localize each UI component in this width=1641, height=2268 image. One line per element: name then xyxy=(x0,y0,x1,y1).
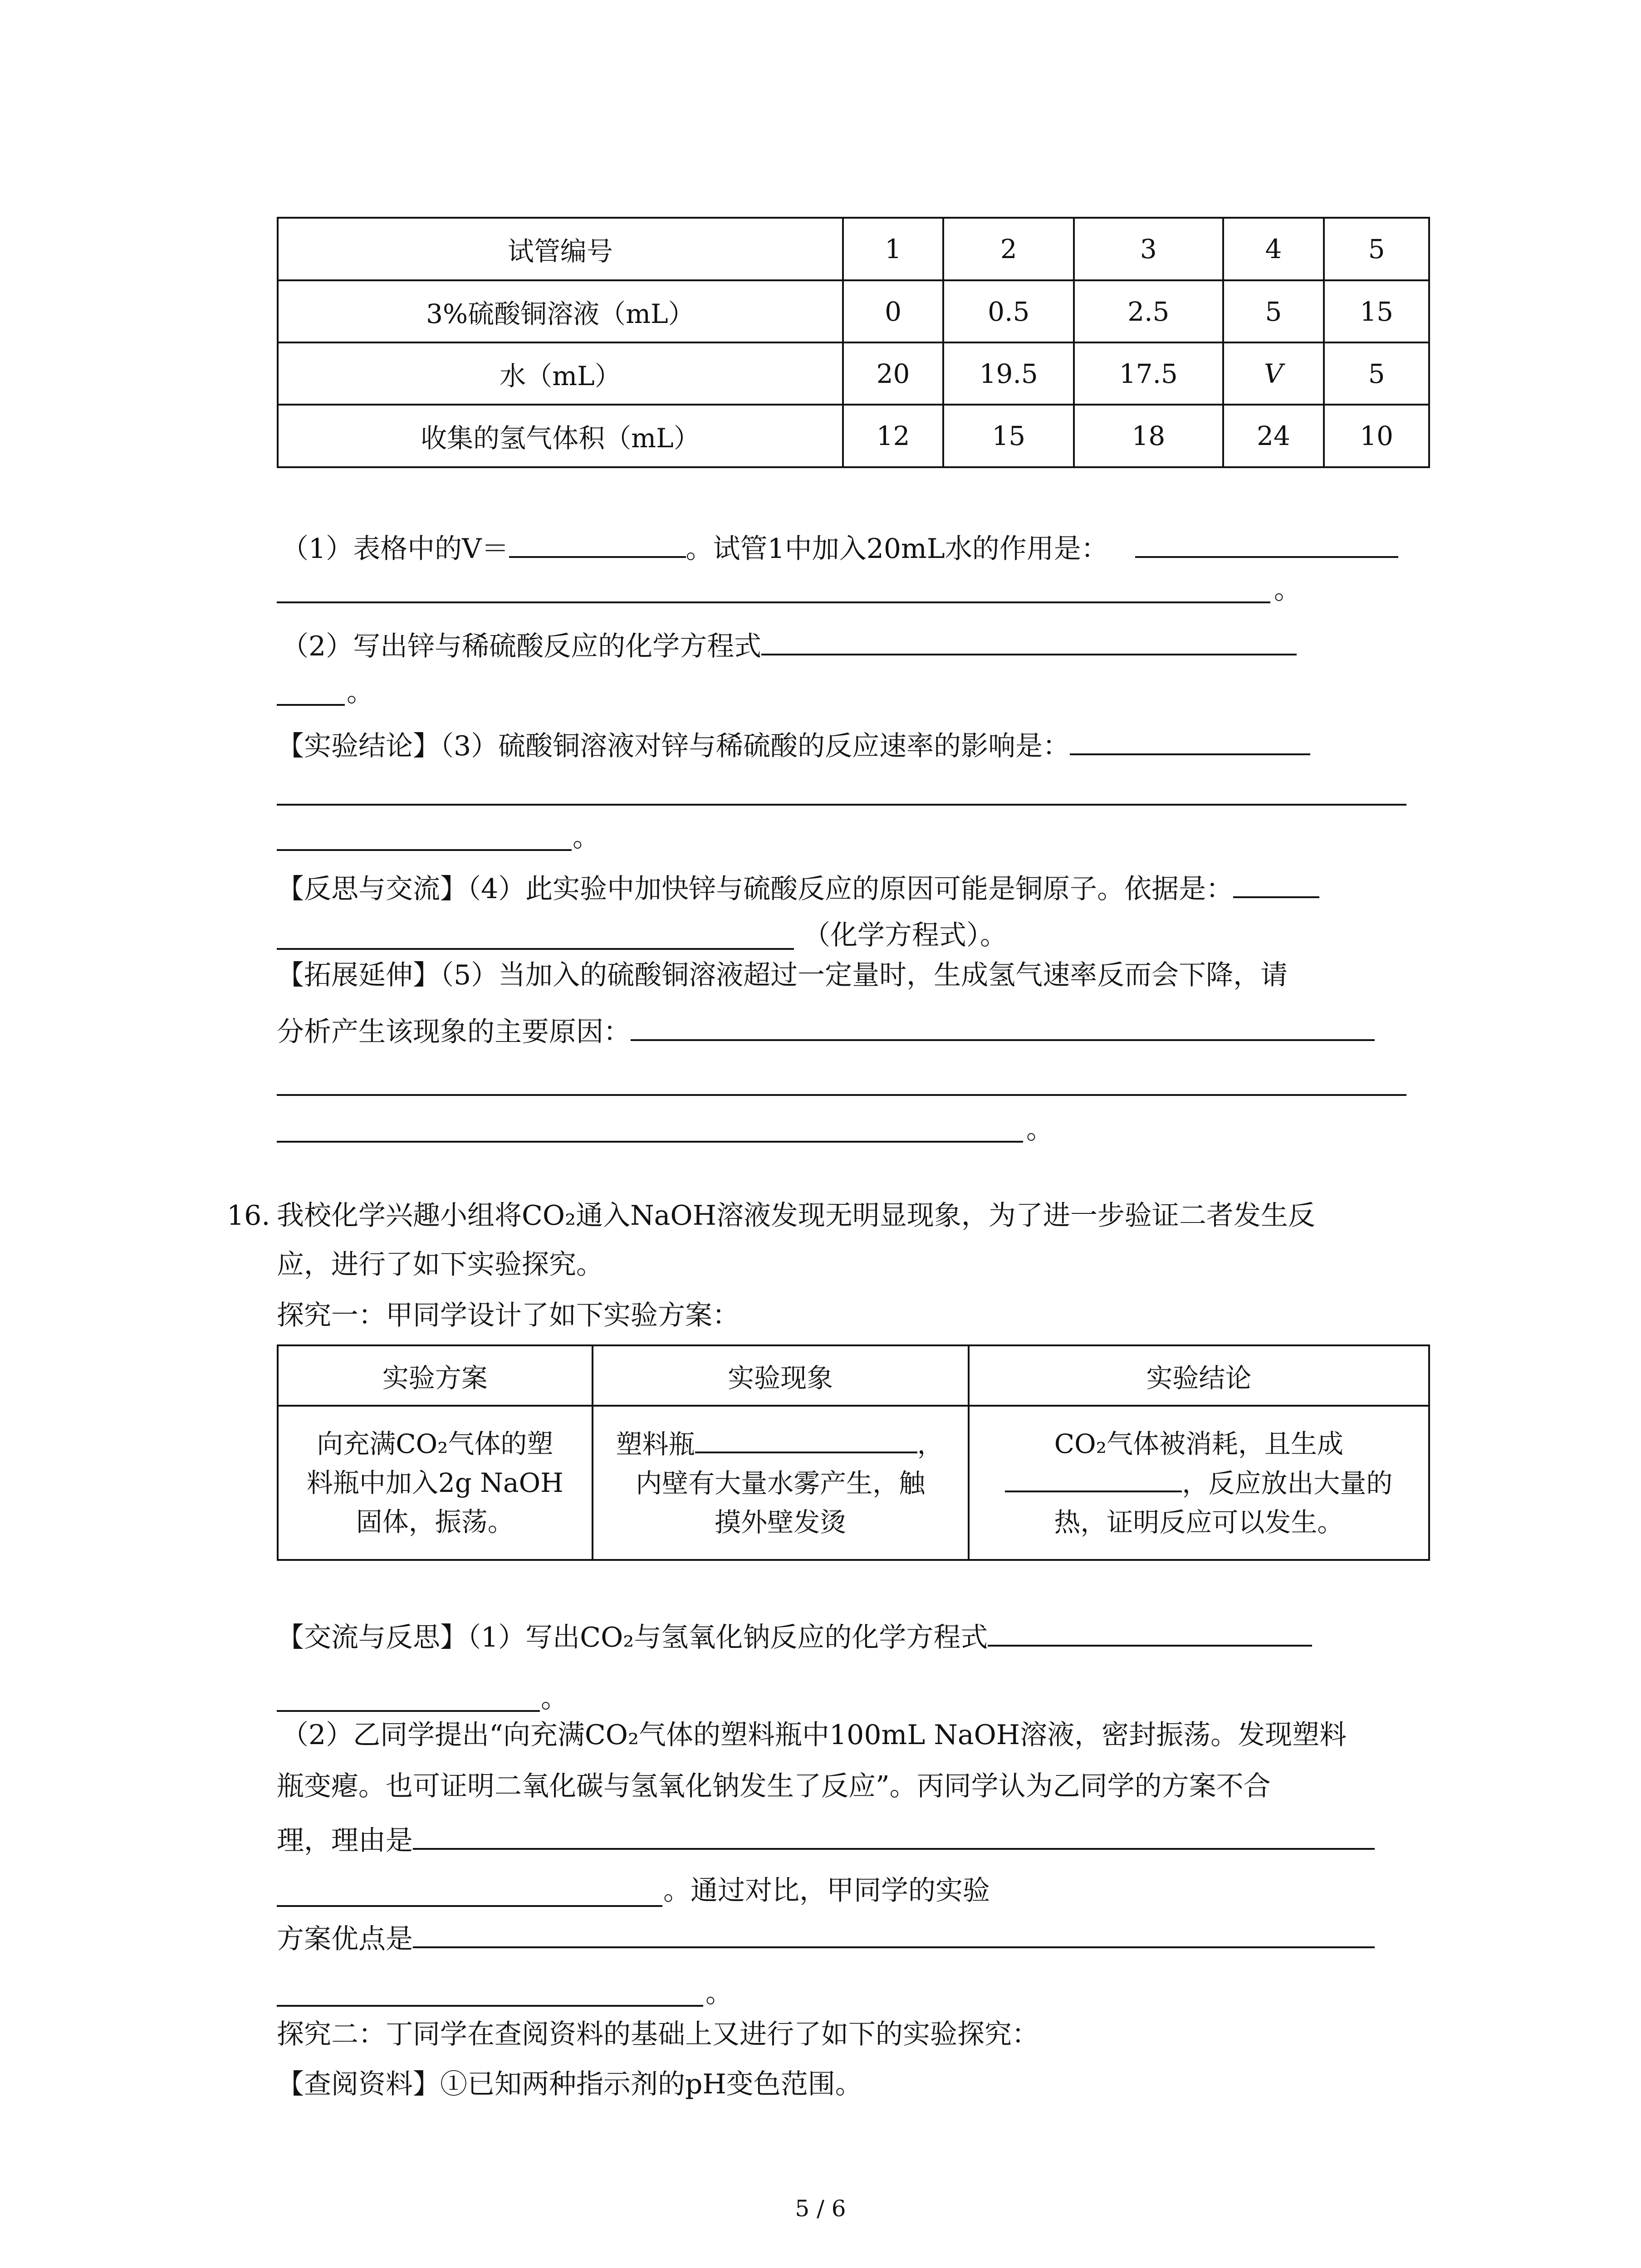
phenomenon-line: 内壁有大量水雾产生，触 xyxy=(636,1467,926,1499)
table-header-cell: 实验方案 xyxy=(278,1345,593,1406)
conclusion-text: ，反应放出大量的 xyxy=(1182,1467,1393,1499)
answer-blank[interactable] xyxy=(277,1094,1406,1096)
answer-blank[interactable] xyxy=(277,804,1406,806)
table-row xyxy=(278,342,1429,405)
reflect-question-1 xyxy=(277,1615,1312,1656)
answer-blank[interactable] xyxy=(1070,723,1310,755)
table-cell: 15 xyxy=(943,405,1074,467)
explore-2-heading: 探究二：丁同学在查阅资料的基础上又进行了如下的实验探究： xyxy=(277,2019,1039,2050)
conclusion-line-2 xyxy=(970,1463,1428,1503)
table-header-row xyxy=(278,218,1429,280)
question-4-label: 【反思与交流】（4）此实验中加快锌与硫酸反应的原因可能是铜原子。依据是： xyxy=(277,873,1234,905)
table-cell: 收集的氢气体积（mL） xyxy=(278,405,843,467)
answer-blank[interactable] xyxy=(277,2005,703,2007)
plan-line: 料瓶中加入2g NaOH xyxy=(306,1467,563,1498)
question-number: 16. xyxy=(227,1200,270,1232)
table-header-cell: 3 xyxy=(1074,218,1223,280)
question-1-label: （1）表格中的V＝ xyxy=(281,533,509,565)
table-header-cell: 2 xyxy=(943,218,1074,280)
phenomenon-comma: ， xyxy=(917,1428,944,1460)
table-cell: 17.5 xyxy=(1074,342,1223,405)
table-cell: 5 xyxy=(1223,280,1324,342)
phenomenon-cell xyxy=(593,1406,969,1560)
answer-blank[interactable] xyxy=(277,1710,540,1712)
reason-label: 理，理由是 xyxy=(277,1825,413,1857)
table-cell: 24 xyxy=(1223,405,1324,467)
question-1 xyxy=(281,526,1108,567)
table-header-cell: 实验现象 xyxy=(593,1345,969,1406)
table-header-cell: 试管编号 xyxy=(278,218,843,280)
table-cell: 3%硫酸铜溶液（mL） xyxy=(278,280,843,342)
answer-blank[interactable] xyxy=(1005,1463,1182,1492)
period: 。 xyxy=(1026,1114,1053,1145)
reflect-question-2-line-2: 瓶变瘪。也可证明二氧化碳与氢氧化钠发生了反应”。丙同学认为乙同学的方案不合 xyxy=(277,1770,1271,1802)
phenomenon-text: 塑料瓶 xyxy=(616,1428,695,1460)
page-number: 5 / 6 xyxy=(795,2195,846,2222)
period: 。 xyxy=(541,1682,568,1714)
period: 。 xyxy=(705,1977,733,2009)
question-3 xyxy=(277,723,1310,764)
conclusion-cell xyxy=(969,1406,1429,1560)
table-cell: 2.5 xyxy=(1074,280,1223,342)
plan-line: 固体，振荡。 xyxy=(356,1506,514,1537)
table-cell: 水（mL） xyxy=(278,342,843,405)
table-cell: 12 xyxy=(843,405,944,467)
question-2 xyxy=(281,624,1297,665)
table-cell: 10 xyxy=(1324,405,1429,467)
table-header-cell: 1 xyxy=(843,218,944,280)
reflect-question-2-line-3 xyxy=(277,1818,1375,1859)
plan-cell xyxy=(278,1406,593,1560)
answer-blank-equation[interactable] xyxy=(761,624,1297,655)
reflect-question-1-label: 【交流与反思】（1）写出CO₂与氢氧化钠反应的化学方程式 xyxy=(277,1622,988,1653)
table-cell: 5 xyxy=(1324,342,1429,405)
table-row xyxy=(278,1406,1429,1560)
plan-line: 向充满CO₂气体的塑 xyxy=(317,1428,554,1459)
question-5-line-1: 【拓展延伸】（5）当加入的硫酸铜溶液超过一定量时，生成氢气速率反而会下降，请 xyxy=(277,959,1288,991)
explore-1-heading: 探究一：甲同学设计了如下实验方案： xyxy=(277,1300,740,1331)
table-header-cell: 实验结论 xyxy=(969,1345,1429,1406)
answer-blank[interactable] xyxy=(631,1009,1375,1041)
phenomenon-line-1 xyxy=(593,1424,968,1464)
reflect-question-2-line-1: （2）乙同学提出“向充满CO₂气体的塑料瓶中100mL NaOH溶液，密封振荡。发现塑料 xyxy=(281,1719,1347,1751)
table-cell: 0.5 xyxy=(943,280,1074,342)
answer-blank[interactable] xyxy=(277,1141,1023,1143)
period: 。 xyxy=(347,676,374,708)
answer-blank[interactable] xyxy=(277,849,572,851)
answer-blank[interactable] xyxy=(1233,866,1319,898)
lookup-heading: 【查阅资料】①已知两种指示剂的pH变色范围。 xyxy=(277,2068,862,2100)
conclusion-line: 热，证明反应可以发生。 xyxy=(1054,1506,1344,1538)
answer-blank[interactable] xyxy=(277,1905,662,1907)
table-cell: 15 xyxy=(1324,280,1429,342)
advantage-label: 方案优点是 xyxy=(277,1923,413,1955)
question-5 xyxy=(277,1009,1375,1050)
answer-blank[interactable] xyxy=(277,601,1270,603)
period: 。 xyxy=(573,821,600,853)
reflect-question-2-line-4: 。通过对比，甲同学的实验 xyxy=(663,1875,990,1906)
problem-16-line-1: 我校化学兴趣小组将CO₂通入NaOH溶液发现无明显现象，为了进一步验证二者发生反 xyxy=(277,1200,1315,1232)
table-row xyxy=(278,280,1429,342)
conclusion-line: CO₂气体被消耗，且生成 xyxy=(1054,1428,1343,1459)
phenomenon-line: 摸外壁发烫 xyxy=(715,1506,847,1538)
table-row xyxy=(278,405,1429,467)
table-cell: 0 xyxy=(843,280,944,342)
reflect-question-2-line-5 xyxy=(277,1916,1375,1957)
table-header-cell: 4 xyxy=(1223,218,1324,280)
question-4 xyxy=(277,866,1319,907)
answer-blank[interactable] xyxy=(1135,556,1398,558)
experiment-table xyxy=(277,1344,1430,1561)
problem-16-line-2: 应，进行了如下实验探究。 xyxy=(277,1249,603,1281)
answer-blank[interactable] xyxy=(695,1424,917,1453)
answer-blank-equation[interactable] xyxy=(988,1615,1312,1647)
question-5-label: 分析产生该现象的主要原因： xyxy=(277,1016,631,1048)
answer-blank[interactable] xyxy=(277,704,345,706)
reagent-table xyxy=(277,217,1430,468)
answer-blank-v[interactable] xyxy=(509,526,686,558)
question-3-label: 【实验结论】（3）硫酸铜溶液对锌与稀硫酸的反应速率的影响是： xyxy=(277,730,1070,762)
table-header-row xyxy=(278,1345,1429,1406)
answer-blank-equation[interactable] xyxy=(277,948,794,950)
table-cell: 20 xyxy=(843,342,944,405)
question-2-label: （2）写出锌与稀硫酸反应的化学方程式 xyxy=(281,631,762,662)
table-cell: 19.5 xyxy=(943,342,1074,405)
answer-blank[interactable] xyxy=(413,1818,1375,1850)
table-header-cell: 5 xyxy=(1324,218,1429,280)
answer-blank[interactable] xyxy=(413,1916,1375,1948)
period: 。 xyxy=(1274,574,1301,606)
table-cell: V xyxy=(1223,342,1324,405)
question-4-tail: （化学方程式）。 xyxy=(803,919,1007,951)
question-1-label-2: 。试管1中加入20mL水的作用是： xyxy=(686,533,1108,565)
table-cell: 18 xyxy=(1074,405,1223,467)
